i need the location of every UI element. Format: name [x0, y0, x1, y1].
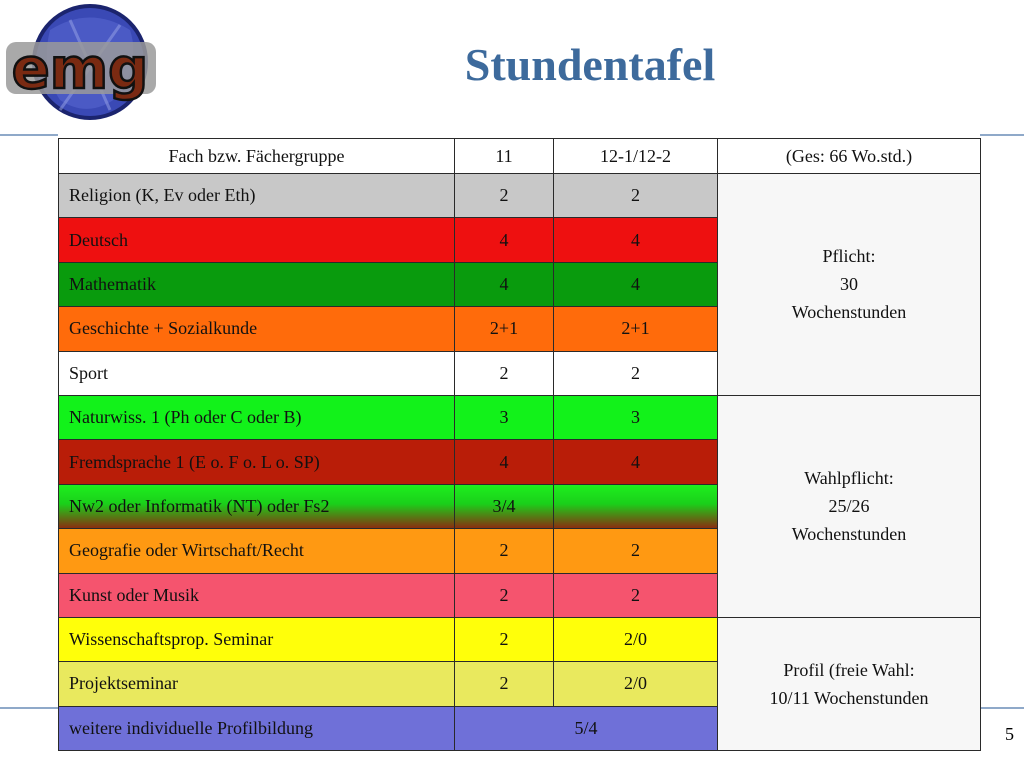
header-12: 12-1/12-2 — [554, 139, 718, 174]
group-wahlpflicht — [718, 395, 981, 617]
hours-11-cell: 2+1 — [455, 307, 554, 351]
fach-cell: weitere individuelle Profilbildung — [59, 706, 455, 750]
group-pflicht — [718, 174, 981, 396]
fach-cell: Fremdsprache 1 (E o. F o. L o. SP) — [59, 440, 455, 484]
hours-11-cell: 3/4 — [455, 484, 554, 528]
logo-text: emg — [11, 37, 149, 102]
pflicht-hours: 30 — [840, 274, 858, 295]
wahlpflicht-hours: 25/26 — [828, 496, 870, 517]
hours-12-cell: 2/0 — [554, 617, 718, 661]
table-header-row — [59, 139, 981, 174]
fach-cell: Geografie oder Wirtschaft/Recht — [59, 529, 455, 573]
page-title: Stundentafel — [464, 39, 716, 90]
hours-12-cell — [554, 484, 718, 528]
stundentafel-table — [58, 138, 981, 751]
hours-12-cell: 2/0 — [554, 662, 718, 706]
hours-12-cell: 4 — [554, 440, 718, 484]
hours-combined-cell: 5/4 — [455, 706, 718, 750]
fach-cell: Projektseminar — [59, 662, 455, 706]
wahlpflicht-label: Wahlpflicht: — [804, 468, 894, 489]
table-row — [59, 174, 981, 218]
group-profil — [718, 617, 981, 750]
hours-11-cell: 3 — [455, 395, 554, 439]
fach-cell: Naturwiss. 1 (Ph oder C oder B) — [59, 395, 455, 439]
hours-11-cell: 2 — [455, 174, 554, 218]
hours-12-cell: 2 — [554, 573, 718, 617]
slide-number: 5 — [1005, 724, 1014, 744]
divider-top-right — [980, 134, 1024, 136]
hours-12-cell: 2 — [554, 351, 718, 395]
hours-11-cell: 2 — [455, 351, 554, 395]
hours-11-cell: 2 — [455, 662, 554, 706]
pflicht-label: Pflicht: — [822, 246, 876, 267]
profil-hours: 10/11 Wochenstunden — [769, 687, 929, 708]
header-gesamt: (Ges: 66 Wo.std.) — [718, 139, 981, 174]
divider-top-left — [0, 134, 58, 136]
header-fach: Fach bzw. Fächergruppe — [59, 139, 455, 174]
table-row — [59, 617, 981, 661]
hours-12-cell: 3 — [554, 395, 718, 439]
hours-11-cell: 2 — [455, 617, 554, 661]
table-row — [59, 395, 981, 439]
fach-cell: Religion (K, Ev oder Eth) — [59, 174, 455, 218]
fach-cell: Deutsch — [59, 218, 455, 262]
wahlpflicht-unit: Wochenstunden — [791, 524, 907, 545]
emg-logo — [0, 0, 165, 130]
fach-cell: Geschichte + Sozialkunde — [59, 307, 455, 351]
fach-cell: Nw2 oder Informatik (NT) oder Fs2 — [59, 484, 455, 528]
header-11: 11 — [455, 139, 554, 174]
fach-cell: Wissenschaftsprop. Seminar — [59, 617, 455, 661]
hours-11-cell: 4 — [455, 218, 554, 262]
hours-12-cell: 2 — [554, 529, 718, 573]
hours-11-cell: 4 — [455, 262, 554, 306]
hours-11-cell: 4 — [455, 440, 554, 484]
profil-label: Profil (freie Wahl: — [783, 659, 915, 680]
hours-11-cell: 2 — [455, 573, 554, 617]
hours-12-cell: 2 — [554, 174, 718, 218]
hours-12-cell: 2+1 — [554, 307, 718, 351]
divider-bottom-right — [980, 707, 1024, 709]
fach-cell: Sport — [59, 351, 455, 395]
hours-12-cell: 4 — [554, 262, 718, 306]
hours-11-cell: 2 — [455, 529, 554, 573]
divider-bottom-left — [0, 707, 58, 709]
fach-cell: Mathematik — [59, 262, 455, 306]
fach-cell: Kunst oder Musik — [59, 573, 455, 617]
hours-12-cell: 4 — [554, 218, 718, 262]
pflicht-unit: Wochenstunden — [791, 302, 907, 323]
